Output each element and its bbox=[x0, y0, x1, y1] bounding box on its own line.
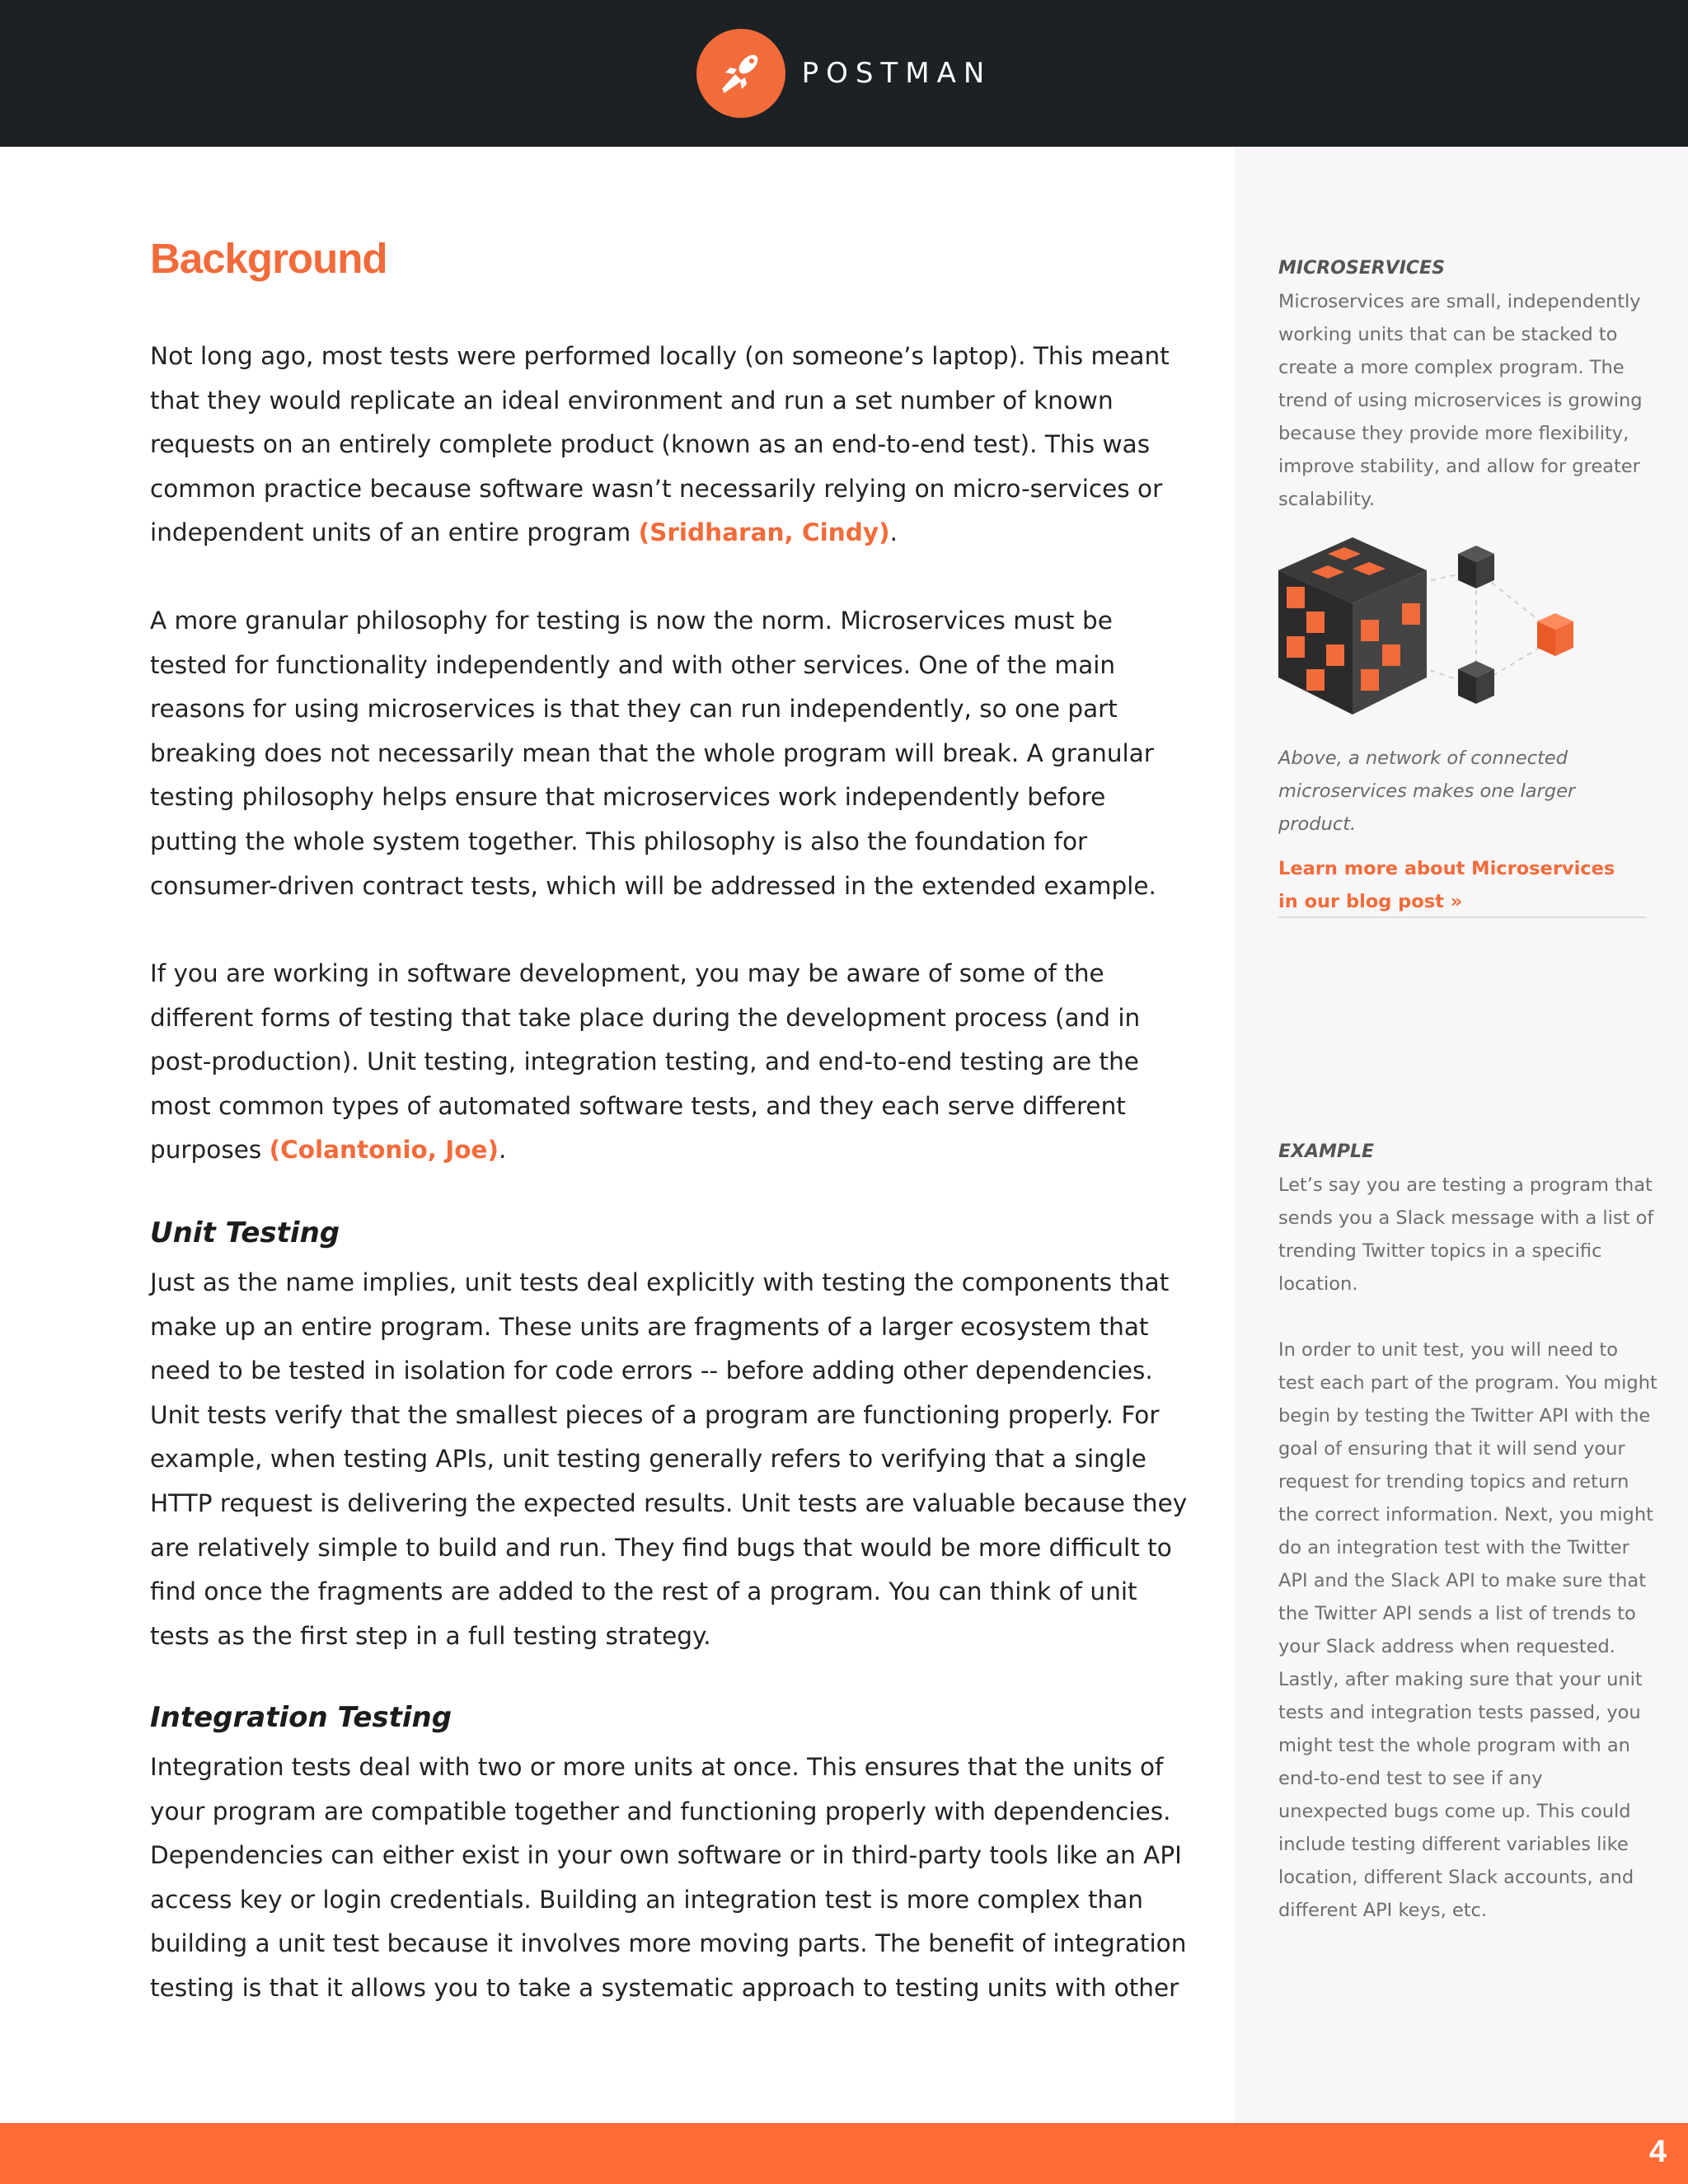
paragraph-forms-text: If you are working in software development, you may be aware of some of the different forms of testing that take place during the development process (and in post-production). Unit testing, integration testing, and end-to-end testing are the most common types of automated software tests, and they each serve different purposes bbox=[150, 959, 1141, 1165]
illustration-caption: Above, a network of connected microservices makes one larger product. bbox=[1278, 748, 1576, 835]
example-text-2: In order to unit test, you will need to test each part of the program. You might begin by testing the Twitter API with the goal of ensuring that it will send your request for trending topics and return the correct information. Next, you might do an integration test with the Twitter API and the Slack API to make sure that the Twitter API sends a list of trends to your Slack address when requested. Lastly, after making sure that your unit tests and integration tests passed, you might test the whole program with an end-to-end test to see if any unexpected bugs come up. This could include testing different variables like location, different Slack accounts, and different API keys, etc. bbox=[1278, 1339, 1658, 1921]
microservices-title: MICROSERVICES bbox=[1278, 258, 1445, 279]
logo-wordmark: POSTMAN bbox=[801, 57, 992, 90]
sidebar-caption-block bbox=[1278, 742, 1658, 918]
citation-sridharan[interactable]: (Sridharan, Cindy) bbox=[638, 518, 890, 547]
page-number: 4 bbox=[1648, 2135, 1667, 2169]
citation-colantonio[interactable]: (Colantonio, Joe) bbox=[269, 1136, 499, 1165]
page-header bbox=[0, 0, 1688, 147]
paragraph-end: . bbox=[498, 1136, 507, 1165]
microservices-text: Microservices are small, independently working units that can be stacked to create a more complex program. The trend of using microservices is growing because they provide more flexibility, improve stability, and allow for greater scalability. bbox=[1278, 291, 1643, 510]
postman-rocket-icon bbox=[696, 29, 785, 118]
section-title: Background bbox=[150, 235, 387, 282]
paragraph-intro-text: Not long ago, most tests were performed locally (on someone’s laptop). This meant that they would replicate an ideal environment and run a set number of known requests on an entirely complete product (known as an end-to-end test). This was common practice because software wasn’t necessarily relying on micro-services or independent units of an entire program bbox=[150, 342, 1170, 547]
sidebar-divider bbox=[1278, 916, 1646, 918]
paragraph-forms bbox=[150, 952, 1190, 1173]
example-text-1: Let’s say you are testing a program that sends you a Slack message with a list of trending Twitter topics in a specific location. bbox=[1278, 1174, 1654, 1295]
link-line-2[interactable]: in our blog post » bbox=[1278, 891, 1463, 912]
sidebar-example bbox=[1278, 1136, 1658, 1927]
postman-logo[interactable] bbox=[696, 29, 992, 118]
example-title: EXAMPLE bbox=[1278, 1141, 1375, 1162]
sidebar-microservices bbox=[1278, 252, 1658, 516]
integration-testing-heading: Integration Testing bbox=[150, 1701, 452, 1734]
link-line-1[interactable]: Learn more about Microservices bbox=[1278, 858, 1615, 879]
microservices-illustration bbox=[1278, 537, 1583, 719]
unit-testing-heading: Unit Testing bbox=[150, 1216, 340, 1249]
microservices-blog-link[interactable] bbox=[1278, 852, 1658, 918]
paragraph-integration-testing: Integration tests deal with two or more units at once. This ensures that the units of your program are compatible together and functioning properly with dependencies. Dependencies can either exist in your own software or in third-party tools like an API access key or login credentials. Building an integration test is more complex than building a unit test because it involves more moving parts. The benefit of integration testing is that it allows you to take a systematic approach to testing units with other bbox=[150, 1753, 1187, 2002]
page-footer bbox=[0, 2123, 1688, 2184]
paragraph-unit-testing: Just as the name implies, unit tests deal explicitly with testing the components that make up an entire program. These units are fragments of a larger ecosystem that need to be tested in isolation for code errors -- before adding other dependencies. Unit tests verify that the smallest pieces of a program are functioning properly. For example, when testing APIs, unit testing generally refers to verifying that a single HTTP request is delivering the expected results. Unit tests are valuable because they are relatively simple to build and run. They find bugs that would be more difficult to find once the fragments are added to the rest of a program. You can think of unit tests as the first step in a full testing strategy. bbox=[150, 1268, 1188, 1650]
paragraph-intro bbox=[150, 335, 1190, 555]
paragraph-granular: A more granular philosophy for testing is now the norm. Microservices must be tested for functionality independently and with other services. One of the main reasons for using microservices is that they can run independently, so one part breaking does not necessarily mean that the whole program will break. A granular testing philosophy helps ensure that microservices work independently before putting the whole system together. This philosophy is also the foundation for consumer-driven contract tests, which will be addressed in the extended example. bbox=[150, 607, 1156, 900]
paragraph-end: . bbox=[889, 518, 898, 547]
